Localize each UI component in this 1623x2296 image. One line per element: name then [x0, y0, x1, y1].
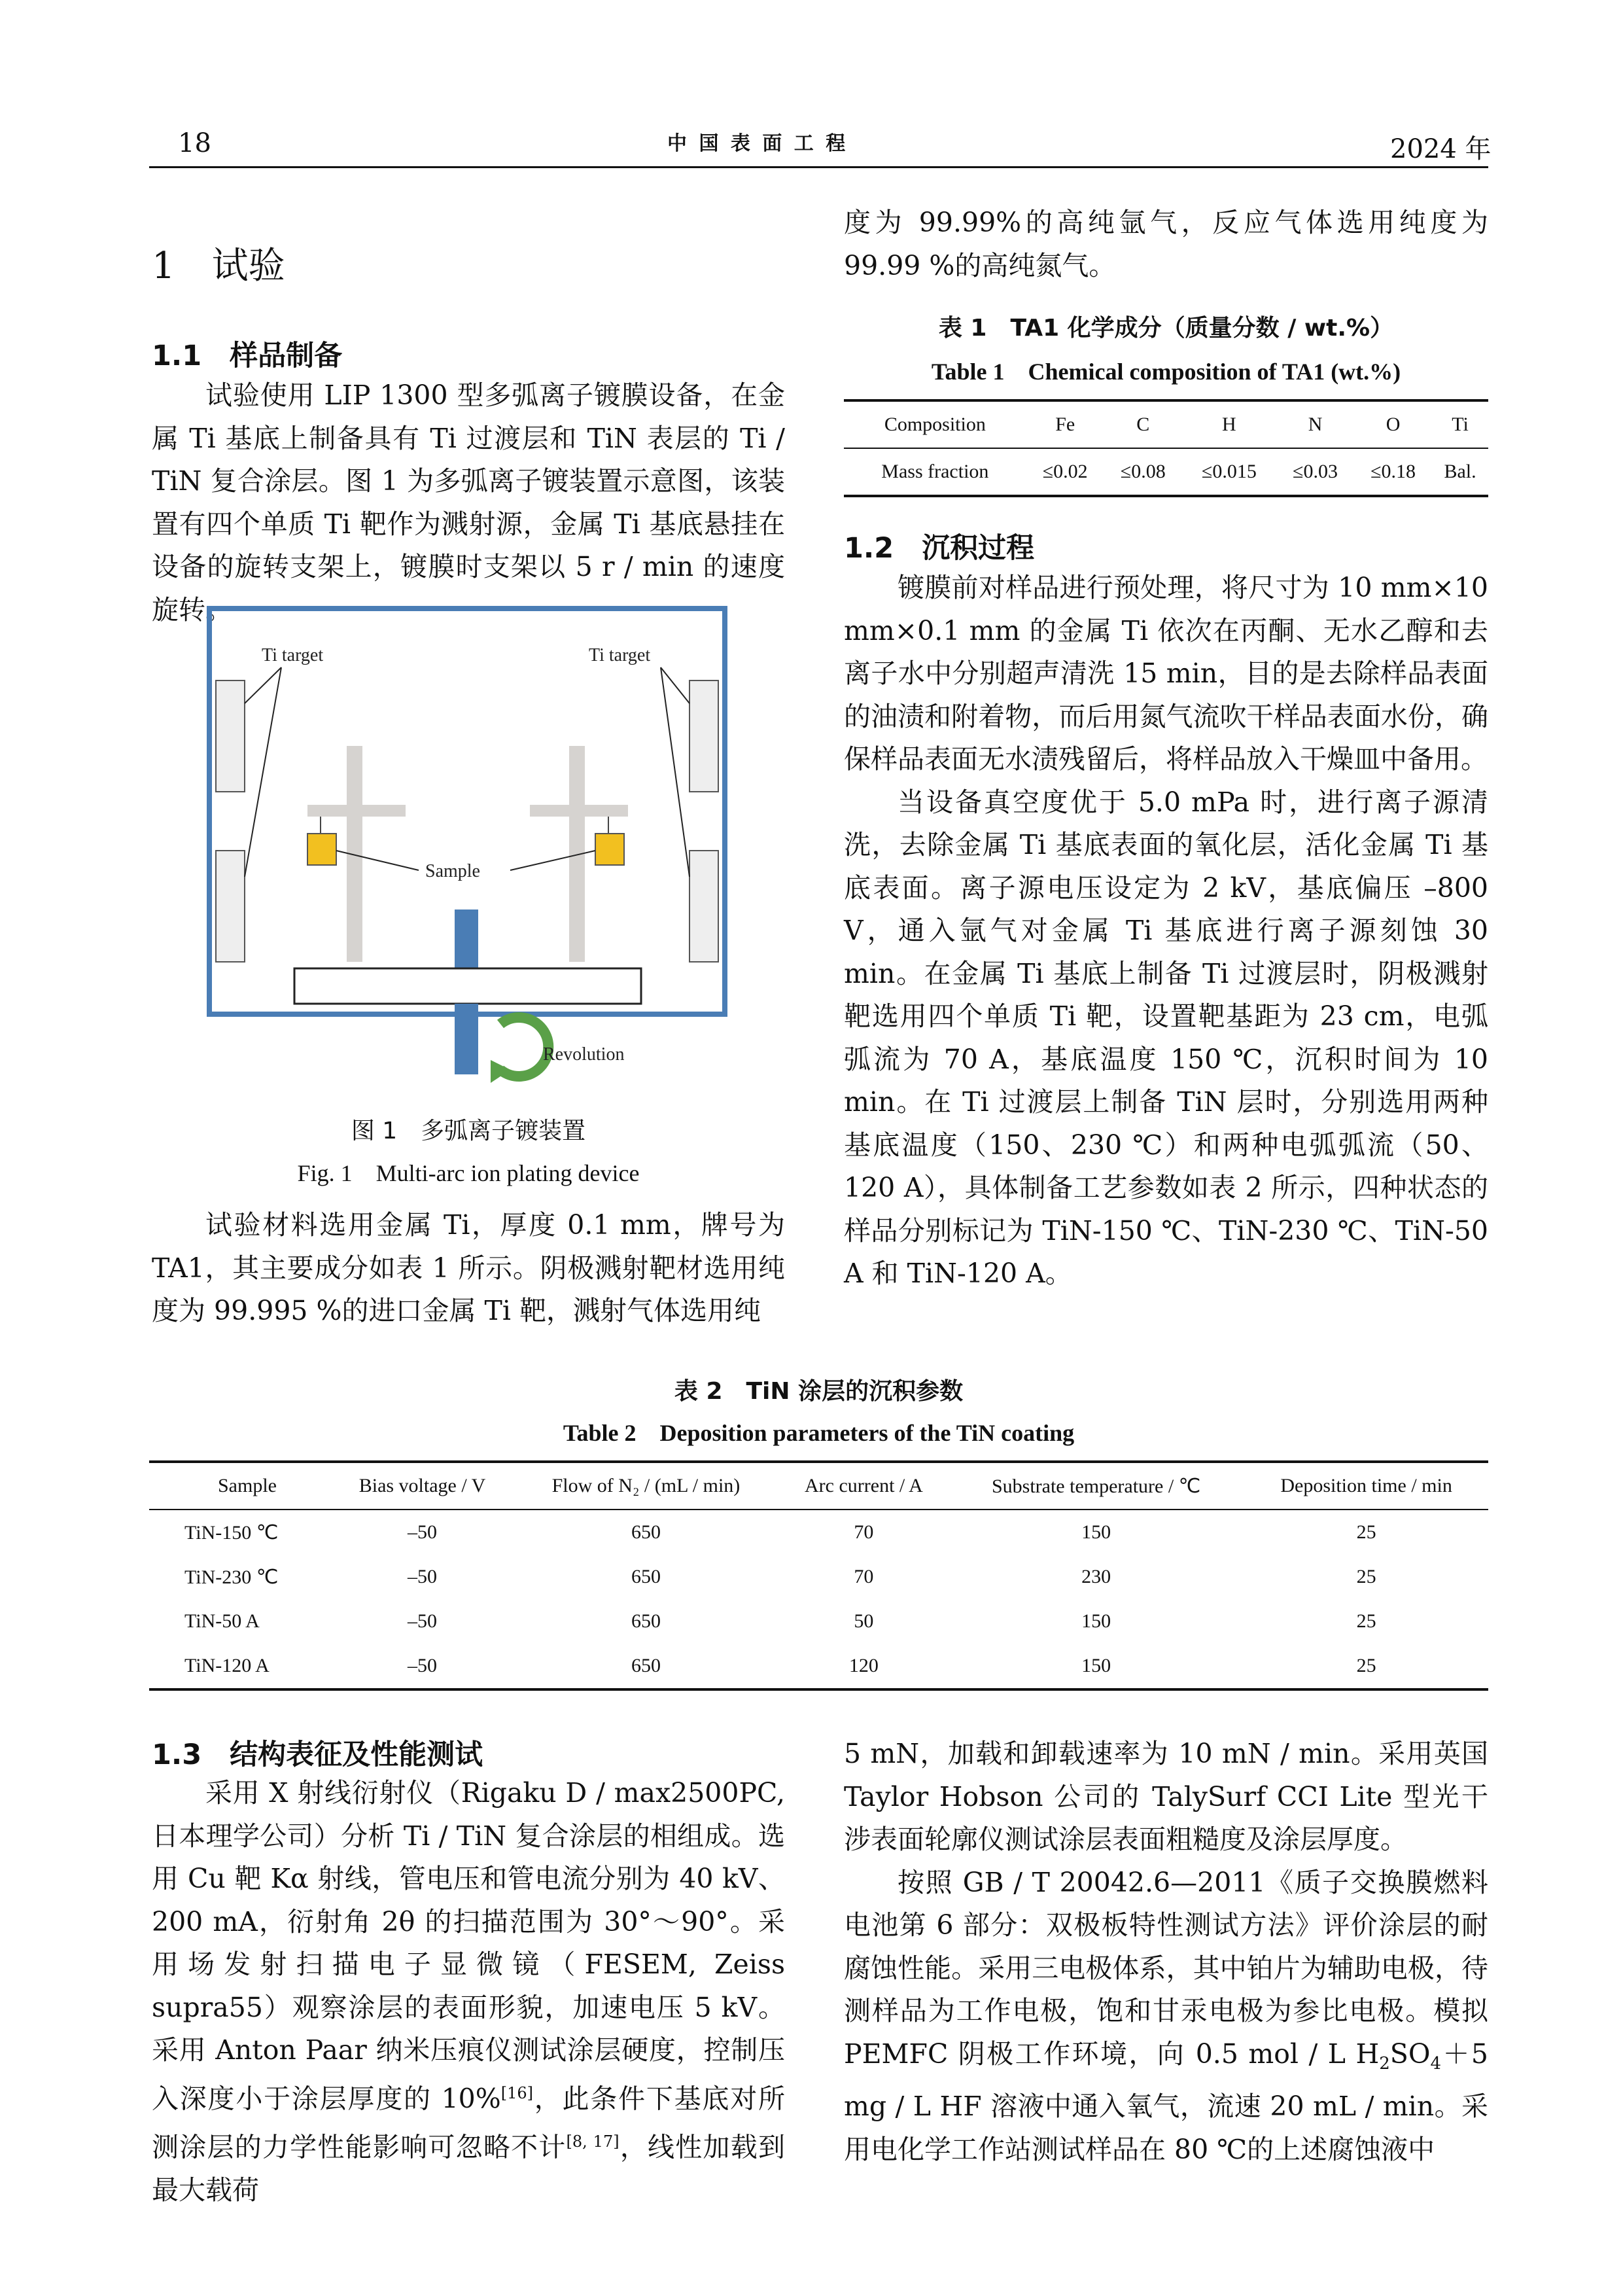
ti-target-right-upper — [689, 680, 718, 792]
table-2-caption-en: Table 2 Deposition parameters of the TiN coating — [563, 1420, 1075, 1446]
table-cell: ≤0.18 — [1370, 461, 1416, 482]
header-year: 2024 年 — [1390, 134, 1492, 164]
table-cell: –50 — [408, 1610, 438, 1632]
table-header-row — [844, 400, 1488, 448]
paragraph-text — [152, 1772, 785, 2212]
paragraph-text — [844, 1862, 1488, 2172]
table-header-cell: Deposition time / min — [1280, 1475, 1452, 1496]
table-cell: 70 — [854, 1566, 874, 1587]
table-1-caption-en: Table 1 Chemical composition of TA1 (wt.%) — [931, 359, 1401, 385]
citation: [8, 17] — [566, 2132, 620, 2151]
table-header-cell: Substrate temperature / ℃ — [991, 1475, 1201, 1497]
table-cell: 650 — [631, 1521, 661, 1543]
section-1-3-continued — [844, 1733, 1488, 2171]
table-cell: ≤0.03 — [1293, 461, 1338, 482]
table-cell: 25 — [1356, 1655, 1376, 1676]
table-cell: 150 — [1081, 1610, 1111, 1632]
page-number: 18 — [178, 128, 211, 158]
table-row — [149, 1510, 1488, 1555]
table-cell: 120 — [848, 1655, 879, 1676]
section-1-1-para2 — [152, 1204, 785, 1333]
journal-title: 中 国 表 面 工 程 — [667, 132, 848, 155]
table-1 — [844, 399, 1488, 497]
table-header-row — [149, 1462, 1488, 1510]
rotating-platform — [294, 968, 641, 1004]
table-cell: 70 — [854, 1521, 874, 1543]
sample-label: Sample — [425, 861, 480, 881]
section-1-1-para2-continued — [844, 202, 1488, 287]
table-cell: 650 — [631, 1655, 661, 1676]
citation: [16] — [500, 2083, 533, 2102]
ti-target-left-upper — [216, 680, 245, 792]
table-cell: Bal. — [1444, 461, 1476, 482]
table-row — [844, 448, 1488, 496]
revolution-arrow — [500, 1017, 548, 1076]
table-cell: 230 — [1081, 1566, 1111, 1587]
text-run: ，线性加载到最大载荷 — [152, 2131, 785, 2206]
paragraph-text: 镀膜前对样品进行预处理，将尺寸为 10 mm×10 mm×0.1 mm 的金属 Ti 依次在丙酮、无水乙醇和去离子水中分别超声清洗 15 min，目的是去除样品表面的油渍和附着物，而后用氮气流吹干样品表面水份，确保样品表面无水渍残留后，将样品放入干燥皿中备用。 — [844, 572, 1488, 775]
text-run: SO — [1389, 2038, 1431, 2070]
lower-shaft — [455, 1004, 478, 1074]
paragraph-text: 5 mN，加载和卸载速率为 10 mN / min。采用英国 Taylor Hobson 公司的 TalySurf CCI Lite 型光干涉表面轮廓仪测试涂层表面粗糙度及涂层厚度。 — [844, 1738, 1488, 1855]
table-cell: ≤0.08 — [1120, 461, 1166, 482]
figure-1-caption-en: Fig. 1 Multi-arc ion plating device — [297, 1160, 640, 1186]
subscript: 2 — [1379, 2053, 1390, 2074]
figure-1 — [203, 602, 739, 1086]
section-1-3-heading: 1.3 结构表征及性能测试 — [152, 1739, 483, 1771]
table-row — [149, 1555, 1488, 1599]
header-rule — [149, 166, 1488, 168]
table-header-cell: Composition — [884, 414, 986, 435]
table-cell: 650 — [631, 1610, 661, 1632]
table-row — [149, 1644, 1488, 1689]
table-cell: 150 — [1081, 1655, 1111, 1676]
paragraph-text: 当设备真空度优于 5.0 mPa 时，进行离子源清洗，去除金属 Ti 基底表面的氧化层，活化金属 Ti 基底表面。离子源电压设定为 2 kV，基底偏压 –800 V，通入氩气对金属 Ti 基底进行离子源刻蚀 30 min。在金属 Ti 基底上制备 Ti 过渡层时，阴极溅射靶选用四个单质 Ti 靶，设置靶基距为 23 cm，电弧弧流为 70 A，基底温度 150 ℃，沉积时间为 10 min。在 Ti 过渡层上制备 TiN 层时，分别选用两种基底温度（150、230 ℃）和两种电弧弧流（50、120 A），具体制备工艺参数如表 2 所示，四种状态的样品分别标记为 TiN-150 ℃、TiN-230 ℃、TiN-50 A 和 TiN-120 A。 — [844, 786, 1488, 1289]
table-cell: –50 — [408, 1521, 438, 1543]
table-header-cell: Fe — [1055, 414, 1075, 435]
table-cell: Mass fraction — [881, 461, 989, 482]
table-cell: –50 — [408, 1566, 438, 1587]
table-cell: TiN-50 A — [184, 1610, 260, 1632]
ti-target-right-label: Ti target — [589, 645, 651, 665]
ti-target-right-lower — [689, 851, 718, 962]
table-cell: 25 — [1356, 1610, 1376, 1632]
table-cell: TiN-120 A — [184, 1655, 270, 1676]
text-run: ＋5 mg / L HF 溶液中通入氧气，流速 20 mL / min。采用电化学工作站测试样品在 80 ℃的上述腐蚀液中 — [844, 2038, 1488, 2165]
section-1-1-para1 — [152, 374, 785, 631]
table-cell: 150 — [1081, 1521, 1111, 1543]
holder-arm-right — [530, 805, 628, 817]
holder-arm-left — [307, 805, 406, 817]
table-cell: 50 — [854, 1610, 874, 1632]
table-header-cell: Ti — [1452, 414, 1469, 435]
figure-1-diagram — [203, 602, 739, 1086]
section-1-1-heading: 1.1 样品制备 — [152, 340, 343, 372]
table-header-cell: Sample — [218, 1475, 277, 1496]
table-cell: 25 — [1356, 1521, 1376, 1543]
table-cell: 650 — [631, 1566, 661, 1587]
table-cell: ≤0.015 — [1201, 461, 1257, 482]
table-header-cell: Flow of N₂ / (mL / min) — [551, 1475, 741, 1496]
figure-1-caption-cn: 图 1 多弧离子镀装置 — [351, 1118, 586, 1144]
table-header-cell: C — [1136, 414, 1150, 435]
table-1-caption-cn: 表 1 TA1 化学成分（质量分数 / wt.%） — [938, 315, 1394, 342]
table-row — [149, 1599, 1488, 1644]
sample-left — [307, 834, 336, 865]
section-1-heading: 1 试验 — [152, 245, 285, 287]
text-run: 按照 GB / T 20042.6—2011《质子交换膜燃料电池第 6 部分：双极板特性测试方法》评价涂层的耐腐蚀性能。采用三电极体系，其中铂片为辅助电极，待测样品为工作电极，饱和甘汞电极为参比电极。模拟 PEMFC 阴极工作环境，向 0.5 mol / L H — [844, 1866, 1488, 2070]
upper-shaft — [455, 910, 478, 975]
table-header-cell: N — [1308, 414, 1323, 435]
table-header-cell: O — [1386, 414, 1401, 435]
table-cell: TiN-230 ℃ — [184, 1566, 279, 1588]
section-1-2-heading: 1.2 沉积过程 — [844, 532, 1035, 565]
table-header-cell: Bias voltage / V — [358, 1475, 486, 1496]
table-header-cell: H — [1222, 414, 1236, 435]
table-cell: 25 — [1356, 1566, 1376, 1587]
revolution-label: Revolution — [543, 1044, 625, 1065]
subscript: 4 — [1430, 2053, 1442, 2074]
ti-target-left-label: Ti target — [262, 645, 324, 665]
paragraph-text: 试验使用 LIP 1300 型多弧离子镀膜设备，在金属 Ti 基底上制备具有 Ti 过渡层和 TiN 表层的 Ti / TiN 复合涂层。图 1 为多弧离子镀装置示意图，该装置有四个单质 Ti 靶作为溅射源，金属 Ti 基底悬挂在设备的旋转支架上，镀膜时支架以 5 r / min 的速度旋转。 — [152, 380, 785, 626]
section-1-3-para1 — [152, 1772, 785, 2212]
table-cell: ≤0.02 — [1042, 461, 1088, 482]
ti-target-left-lower — [216, 851, 245, 962]
text-run: ，此条件下基底对所测涂层的力学性能影响可忽略不计 — [152, 2083, 786, 2163]
table-2-caption-cn: 表 2 TiN 涂层的沉积参数 — [674, 1378, 964, 1405]
paragraph-text: 试验材料选用金属 Ti，厚度 0.1 mm，牌号为 TA1，其主要成分如表 1 所示。阴极溅射靶材选用纯度为 99.995 %的进口金属 Ti 靶，溅射气体选用纯 — [152, 1209, 785, 1326]
sample-right — [595, 834, 624, 865]
table-cell: –50 — [408, 1655, 438, 1676]
text-run: 采用 X 射线衍射仪（Rigaku D / max2500PC, 日本理学公司）分析 Ti / TiN 复合涂层的相组成。选用 Cu 靶 Kα 射线，管电压和管电流分别为 40 kV、200 mA，衍射角 2θ 的扫描范围为 30°～90°。采用场发射扫描电子显微镜（FESEM, Zeiss supra55）观察涂层的表面形貌，加速电压 5 kV。采用 Anton Paar 纳米压痕仪测试涂层硬度，控制压入深度小于涂层厚度的 10% — [152, 1777, 785, 2115]
table-2 — [149, 1460, 1488, 1691]
section-1-2-body — [844, 567, 1488, 1296]
table-cell: TiN-150 ℃ — [184, 1521, 279, 1544]
table-header-cell: Arc current / A — [805, 1475, 923, 1496]
paragraph-text: 度为 99.99%的高纯氩气，反应气体选用纯度为 99.99 %的高纯氮气。 — [844, 207, 1488, 281]
